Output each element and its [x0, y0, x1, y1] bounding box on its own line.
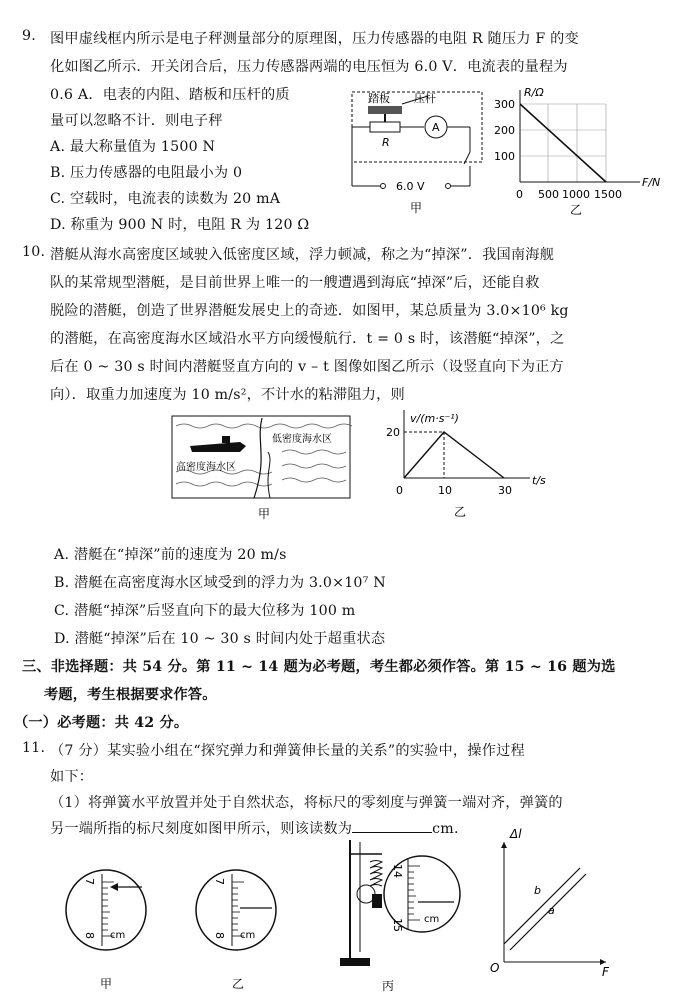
q9-option-d: D. 称重为 900 N 时，电阻 R 为 120 Ω: [50, 217, 310, 233]
y-axis-label: v/(m·s⁻¹): [410, 412, 459, 425]
resistor-R: [370, 122, 400, 132]
x-tick-0: 0: [396, 484, 403, 497]
label-taban: 踏板: [368, 92, 390, 105]
q9-circuit-figure: [348, 84, 488, 219]
q11-ruler-jia: [62, 866, 154, 996]
x-axis-label: t/s: [532, 474, 546, 487]
q10-line3: 脱险的潜艇，创造了世界潜艇发展史上的奇迹．如图甲，某总质量为 3.0×10⁶ kg: [50, 303, 569, 319]
high-density-label: 高密度海水区: [176, 462, 236, 473]
y-axis-label: Δl: [510, 828, 522, 841]
caption-jia-10: 甲: [258, 507, 271, 521]
ruler-jia-top: 7: [83, 878, 96, 885]
submarine-icon: [190, 442, 246, 452]
label-A: A: [432, 121, 440, 134]
ruler-bing-unit: cm: [424, 914, 440, 925]
section3-sub: （一）必考题：共 42 分。: [14, 715, 189, 731]
q11-line4-unit: cm.: [432, 821, 459, 837]
q9-option-b: B. 压力传感器的电阻最小为 0: [50, 165, 243, 181]
ruler-yi-unit: cm: [240, 930, 256, 941]
q10-option-b: B. 潜艇在高密度海水区域受到的浮力为 3.0×10⁷ N: [54, 575, 386, 591]
line-b: [504, 868, 580, 944]
label-yagan: 压杆: [414, 92, 436, 105]
q10-option-c: C. 潜艇“掉深”后竖直向下的最大位移为 100 m: [54, 603, 356, 619]
x-tick-0: 0: [516, 188, 523, 201]
stand-base: [340, 958, 370, 966]
q10-submarine-figure: [170, 412, 356, 524]
q11-line4-text: 另一端所指的标尺刻度如图甲所示，则该读数为: [50, 821, 353, 837]
ruler-yi-top: 7: [213, 878, 226, 885]
x-axis-label: F: [602, 965, 609, 978]
label-voltage: 6.0 V: [396, 180, 425, 193]
caption-yi-10: 乙: [454, 505, 467, 519]
y-tick-200: 200: [494, 124, 515, 137]
q10-number: 10.: [22, 244, 46, 260]
x-tick-10: 10: [438, 484, 452, 497]
x-tick-1000: 1000: [562, 188, 590, 201]
q10-line5: 后在 0 ~ 30 s 时间内潜艇竖直方向的 v – t 图像如图乙所示（设竖直向下为正方: [50, 359, 564, 375]
line-b-label: b: [534, 884, 541, 897]
q9-stem-line3: 0.6 A．电表的内阻、踏板和压杆的质: [50, 87, 290, 103]
q9-option-a: A. 最大称量值为 1500 N: [50, 139, 216, 155]
q9-stem-line2: 化如图乙所示．开关闭合后，压力传感器两端的电压恒为 6.0 V．电流表的量程为: [50, 59, 568, 75]
ruler-bing-top: 14: [391, 864, 404, 878]
x-axis-label: F/N: [642, 176, 661, 189]
q10-line1: 潜艇从海水高密度区域驶入低密度区域，浮力顿减，称之为“掉深”．我国南海舰: [50, 247, 555, 263]
q10-option-d: D. 潜艇“掉深”后在 10 ~ 30 s 时间内处于超重状态: [54, 631, 386, 647]
section3-title-line1: 三、非选择题：共 54 分。第 11 ~ 14 题为必考题，考生都必须作答。第 15 ~ 16 题为选: [22, 659, 616, 675]
seafloor-ridge: [268, 452, 270, 498]
y-tick-100: 100: [494, 150, 515, 163]
section3-title-line2: 考题，考生根据要求作答。: [44, 687, 217, 703]
r-f-line: [520, 104, 606, 182]
q10-vt-graph: [380, 408, 560, 548]
q10-line2: 队的某常规型潜艇，是目前世界上唯一的一艘遭遇到海底“掉深”后，还能自救: [50, 275, 540, 291]
ruler-jia-unit: cm: [110, 930, 126, 941]
pedal-shape: [368, 106, 402, 114]
q11-line1: （7 分）某实验小组在“探究弹力和弹簧伸长量的关系”的实验中，操作过程: [50, 743, 525, 759]
label-R: R: [382, 136, 390, 149]
caption-yi: 乙: [570, 203, 583, 217]
q9-option-c: C. 空载时，电流表的读数为 20 mA: [50, 191, 281, 207]
q10-line6: 向）．取重力加速度为 10 m/s²，不计水的粘滞阻力，则: [50, 387, 405, 403]
y-axis-label: R/Ω: [524, 86, 544, 99]
q9-number: 9.: [22, 28, 36, 44]
vt-line: [404, 432, 504, 478]
x-tick-1500: 1500: [594, 188, 622, 201]
q9-rf-graph: [490, 84, 686, 219]
low-density-label: 低密度海水区: [272, 434, 332, 445]
x-tick-30: 30: [498, 484, 512, 497]
q9-stem-line1: 图甲虚线框内所示是电子秤测量部分的原理图，压力传感器的电阻 R 随压力 F 的变: [50, 31, 579, 47]
y-tick-300: 300: [494, 98, 515, 111]
q11-line3: （1）将弹簧水平放置并处于自然状态，将标尺的零刻度与弹簧一端对齐，弹簧的: [50, 795, 563, 811]
caption-yi-11: 乙: [232, 977, 245, 991]
q10-line4: 的潜艇，在高密度海水区域沿水平方向缓慢航行．t = 0 s 时，该潜艇“掉深”，之: [50, 331, 565, 347]
caption-jia-11: 甲: [100, 977, 113, 991]
x-tick-500: 500: [538, 188, 559, 201]
origin-label: O: [490, 961, 500, 975]
weight-icon: [372, 894, 382, 908]
q10-option-a: A. 潜艇在“掉深”前的速度为 20 m/s: [54, 547, 287, 563]
q9-stem-line4: 量可以忽略不计．则电子秤: [50, 113, 223, 129]
caption-bing: 丙: [382, 979, 395, 993]
q11-number: 11.: [22, 740, 46, 756]
q11-ruler-yi: [192, 866, 284, 996]
ruler-jia-bottom: 8: [83, 932, 96, 939]
spring-icon: [370, 861, 382, 887]
q11-dl-f-graph: [488, 828, 612, 978]
ruler-yi-bottom: 8: [213, 932, 226, 939]
q11-stand-figure: [326, 832, 466, 998]
line-a-label: a: [548, 904, 555, 917]
caption-jia: 甲: [410, 201, 423, 215]
y-tick-20: 20: [386, 426, 400, 439]
q11-line2: 如下：: [50, 769, 94, 785]
ruler-bing-bottom: 15: [391, 918, 404, 932]
